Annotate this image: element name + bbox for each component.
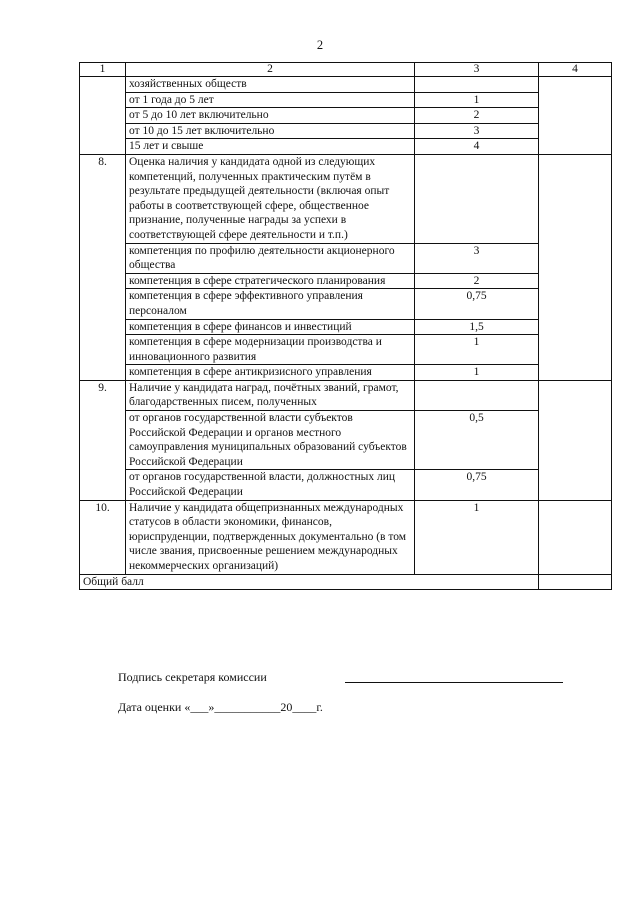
points-cell — [539, 500, 612, 574]
criterion-text: от органов государственной власти субъектов Российской Федерации и органов местного самоуправления муниципальных образований субъектов Российской Федерации — [126, 411, 415, 470]
total-row — [80, 574, 612, 590]
table-row — [80, 319, 612, 335]
table-row — [80, 273, 612, 289]
points-cell — [539, 380, 612, 500]
table-row — [80, 108, 612, 124]
criterion-text: Наличие у кандидата наград, почётных званий, грамот, благодарственных писем, полученных — [126, 380, 415, 410]
table-row — [80, 500, 612, 574]
criterion-text: от 10 до 15 лет включительно — [126, 123, 415, 139]
score-value: 1,5 — [415, 319, 539, 335]
table-row — [80, 335, 612, 365]
score-value: 2 — [415, 273, 539, 289]
signature-field — [345, 682, 563, 683]
row-number: 9. — [80, 380, 126, 500]
criterion-text: компетенция в сфере финансов и инвестиций — [126, 319, 415, 335]
criterion-text: Наличие у кандидата общепризнанных международных статусов в области экономики, финансов, юриспруденции, подтвержденных документально (в том числе звания, присвоенные решением международных некоммерческих организаций) — [126, 500, 415, 574]
score-value: 1 — [415, 365, 539, 381]
criterion-text: от 1 года до 5 лет — [126, 92, 415, 108]
table-row — [80, 77, 612, 93]
header-col-2: 2 — [126, 63, 415, 77]
table-header-row — [80, 63, 612, 77]
score-value: 3 — [415, 123, 539, 139]
table-row — [80, 123, 612, 139]
criterion-text: компетенция по профилю деятельности акционерного общества — [126, 243, 415, 273]
table-row — [80, 139, 612, 155]
score-value — [415, 154, 539, 243]
evaluation-table — [79, 62, 612, 590]
page-number: 2 — [316, 38, 324, 52]
score-value: 4 — [415, 139, 539, 155]
total-label: Общий балл — [80, 574, 539, 590]
table-row — [80, 243, 612, 273]
criterion-text: от органов государственной власти, должностных лиц Российской Федерации — [126, 470, 415, 500]
score-value: 0,75 — [415, 289, 539, 319]
criterion-text: Оценка наличия у кандидата одной из следующих компетенций, полученных практическим путём в результате предыдущей деятельности (включая опыт работы в соответствующей сфере, общественное признание, полученные награды за успехи в соответствующей сфере деятельности и т.п.) — [126, 154, 415, 243]
table-row — [80, 470, 612, 500]
score-value: 2 — [415, 108, 539, 124]
table-row — [80, 411, 612, 470]
table-row — [80, 380, 612, 410]
table-row — [80, 154, 612, 243]
row-number — [80, 77, 126, 155]
score-value: 0,75 — [415, 470, 539, 500]
table-row — [80, 365, 612, 381]
header-col-3: 3 — [415, 63, 539, 77]
score-value — [415, 77, 539, 93]
criterion-text: компетенция в сфере модернизации производства и инновационного развития — [126, 335, 415, 365]
criterion-text: компетенция в сфере стратегического планирования — [126, 273, 415, 289]
score-value: 0,5 — [415, 411, 539, 470]
table-row — [80, 92, 612, 108]
signature-label: Подпись секретаря комиссии — [118, 670, 267, 684]
points-cell — [539, 77, 612, 155]
score-value — [415, 380, 539, 410]
score-value: 1 — [415, 500, 539, 574]
criterion-text: хозяйственных обществ — [126, 77, 415, 93]
header-col-1: 1 — [80, 63, 126, 77]
points-cell — [539, 154, 612, 380]
total-value-cell — [539, 574, 612, 590]
criterion-text: компетенция в сфере эффективного управления персоналом — [126, 289, 415, 319]
criterion-text: от 5 до 10 лет включительно — [126, 108, 415, 124]
criterion-text: 15 лет и свыше — [126, 139, 415, 155]
score-value: 1 — [415, 335, 539, 365]
score-value: 3 — [415, 243, 539, 273]
date-label: Дата оценки «___»___________20____г. — [118, 700, 323, 714]
criterion-text: компетенция в сфере антикризисного управления — [126, 365, 415, 381]
table-row — [80, 289, 612, 319]
row-number: 10. — [80, 500, 126, 574]
row-number: 8. — [80, 154, 126, 380]
score-value: 1 — [415, 92, 539, 108]
header-col-4: 4 — [539, 63, 612, 77]
